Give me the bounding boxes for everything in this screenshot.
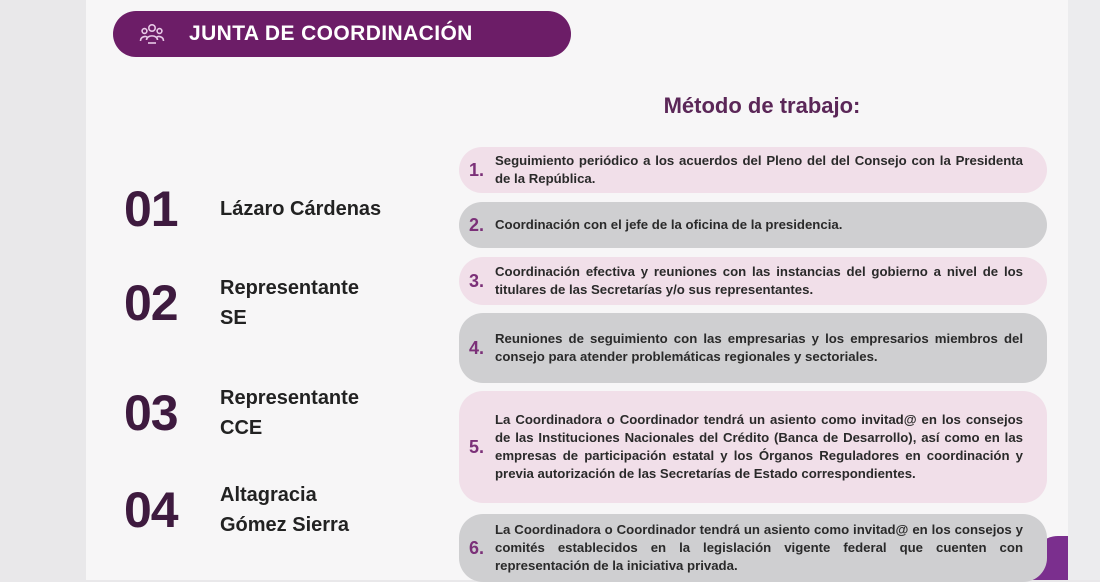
method-item-6 [459,514,1047,582]
member-01 [124,180,381,238]
people-group-icon [139,21,165,47]
member-04 [124,480,349,540]
method-item-5 [459,391,1047,503]
member-02 [124,273,359,333]
member-number: 01 [124,181,178,237]
method-item-4 [459,313,1047,383]
member-name-line1: Altagracia [220,484,317,506]
item-text: Coordinación con el jefe de la oficina de la presidencia. [495,216,843,232]
member-name-line2: CCE [220,417,263,439]
item-number: 4. [469,337,485,358]
item-number: 2. [469,214,485,235]
method-item-3 [459,257,1047,305]
item-text: La Coordinadora o Coordinador tendrá un asiento como invitad@ en los consejos de las Instituciones Nacionales del Crédito (Banca de Desarrollo), así como en las empresas de participación estatal y los Órganos Reguladores en coordinación y previa autorización de las Secretarías de Estado correspondientes. [495,411,1023,482]
member-name: Lázaro Cárdenas [220,198,382,220]
item-number: 5. [469,436,485,457]
member-number: 04 [124,482,178,538]
item-number: 3. [469,270,485,291]
member-name-line1: Representante [220,277,359,299]
header-title: JUNTA DE COORDINACIÓN [189,22,473,45]
slide-right-margin [1068,0,1100,580]
item-text: Seguimiento periódico a los acuerdos del Pleno del del Consejo con la Presidenta de la República. [495,152,1023,186]
member-name-line2: SE [220,307,247,329]
item-text: Reuniones de seguimiento con las empresarias y los empresarios miembros del consejo para atender problemáticas regionales y sectoriales. [495,330,1023,364]
member-name-line2: Gómez Sierra [220,514,349,536]
member-name-line1: Representante [220,387,359,409]
item-number: 6. [469,537,485,558]
member-number: 02 [124,275,178,331]
item-number: 1. [469,159,485,180]
item-text: La Coordinadora o Coordinador tendrá un asiento como invitad@ en los consejos y comités establecidos en la legislación vigente federal que cuenten con representación de la iniciativa privada. [495,521,1023,574]
member-03 [124,383,359,443]
item-text: Coordinación efectiva y reuniones con las instancias del gobierno a nivel de los titulares de las Secretarías y/o sus representantes. [495,263,1023,297]
method-title: Método de trabajo: [663,93,861,118]
member-number: 03 [124,385,178,441]
section-header [113,11,571,57]
method-item-2 [459,202,1047,248]
method-item-1 [459,147,1047,193]
